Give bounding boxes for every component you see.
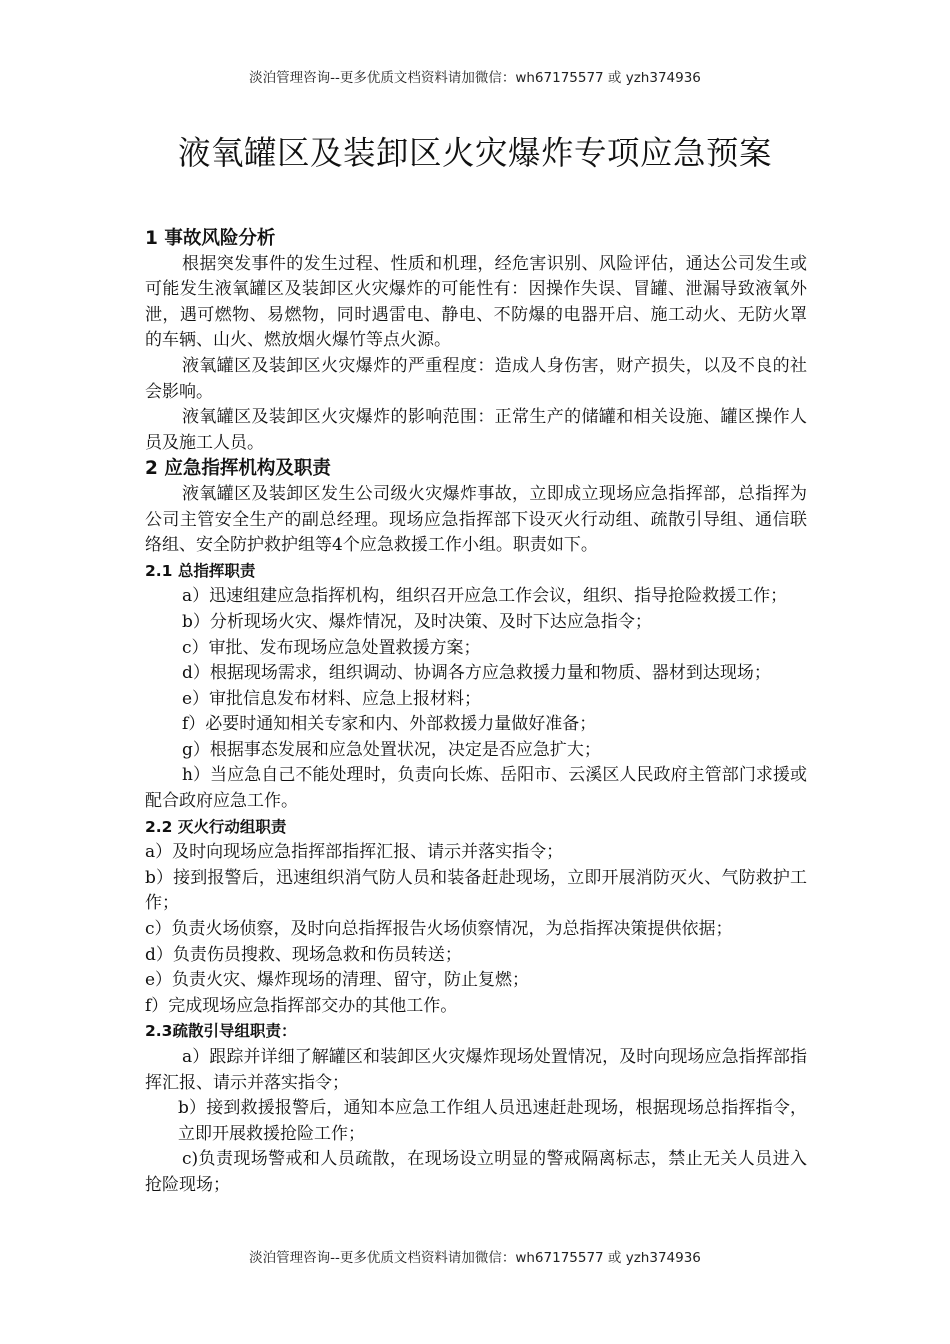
paragraph: 液氧罐区及装卸区火灾爆炸的严重程度：造成人身伤害，财产损失，以及不良的社会影响。	[145, 355, 807, 402]
list-item: a）跟踪并详细了解罐区和装卸区火灾爆炸现场处置情况，及时向现场应急指挥部指挥汇报、请示并落实指令；	[145, 1047, 807, 1093]
list-item: b）接到救援报警后，通知本应急工作组人员迅速赶赴现场，根据现场总指挥指令，立即开展救援抢险工作；	[178, 1098, 807, 1144]
list-item: a）及时向现场应急指挥部指挥汇报、请示并落实指令；	[145, 842, 564, 863]
section-heading-1: 1 事故风险分析	[145, 228, 276, 249]
document-body	[145, 226, 807, 1199]
list-item: c）审批、发布现场应急处置救援方案；	[182, 637, 481, 658]
list-item: f）必要时通知相关专家和内、外部救援力量做好准备；	[182, 714, 597, 735]
list-item: g）根据事态发展和应急处置状况，决定是否应急扩大；	[182, 739, 601, 760]
paragraph: 液氧罐区及装卸区火灾爆炸的影响范围：正常生产的储罐和相关设施、罐区操作人员及施工人员。	[145, 407, 807, 453]
subsection-heading-2-2: 2.2 灭火行动组职责	[145, 817, 287, 836]
list-item: e）负责火灾、爆炸现场的清理、留守，防止复燃；	[145, 970, 530, 991]
subsection-heading-2-1: 2.1 总指挥职责	[145, 561, 256, 580]
paragraph: 根据突发事件的发生过程、性质和机理，经危害识别、风险评估，通达公司发生或可能发生液氧罐区及装卸区火灾爆炸的可能性有：因操作失误、冒罐、泄漏导致液氧外泄，遇可燃物、易燃物，同时遇雷电、静电、不防爆的电器开启、施工动火、无防火罩的车辆、山火、燃放烟火爆竹等点火源。	[145, 253, 807, 351]
subsection-heading-2-3: 2.3疏散引导组职责：	[145, 1022, 297, 1041]
list-item: a）迅速组建应急指挥机构，组织召开应急工作会议，组织、指导抢险救援工作；	[182, 586, 788, 607]
paragraph: 液氧罐区及装卸区发生公司级火灾爆炸事故，立即成立现场应急指挥部，总指挥为公司主管安全生产的副总经理。现场应急指挥部下设灭火行动组、疏散引导组、通信联络组、安全防护救护组等4个应急救援工作小组。职责如下。	[145, 483, 807, 556]
list-item: h）当应急自己不能处理时，负责向长炼、岳阳市、云溪区人民政府主管部门求援或配合政府应急工作。	[145, 765, 807, 812]
page-footer: 淡泊管理咨询--更多优质文档资料请加微信：wh67175577 或 yzh374936	[249, 1250, 701, 1266]
list-item: f）完成现场应急指挥部交办的其他工作。	[145, 995, 458, 1016]
page-header: 淡泊管理咨询--更多优质文档资料请加微信：wh67175577 或 yzh374936	[249, 70, 701, 86]
document-title: 液氧罐区及装卸区火灾爆炸专项应急预案	[177, 134, 772, 172]
list-item: b）接到报警后，迅速组织消气防人员和装备赶赴现场，立即开展消防灭火、气防救护工作；	[145, 867, 807, 914]
list-item: c)负责现场警戒和人员疏散，在现场设立明显的警戒隔离标志，禁止无关人员进入抢险现场；	[145, 1149, 807, 1195]
list-item: d）负责伤员搜救、现场急救和伤员转送；	[145, 944, 462, 965]
list-item: d）根据现场需求，组织调动、协调各方应急救援力量和物质、器材到达现场；	[182, 663, 771, 684]
list-item: b）分析现场火灾、爆炸情况，及时决策、及时下达应急指令；	[182, 611, 652, 632]
section-heading-2: 2 应急指挥机构及职责	[145, 458, 331, 480]
list-item: e）审批信息发布材料、应急上报材料；	[182, 688, 482, 709]
list-item: c）负责火场侦察，及时向总指挥报告火场侦察情况，为总指挥决策提供依据；	[145, 919, 733, 940]
